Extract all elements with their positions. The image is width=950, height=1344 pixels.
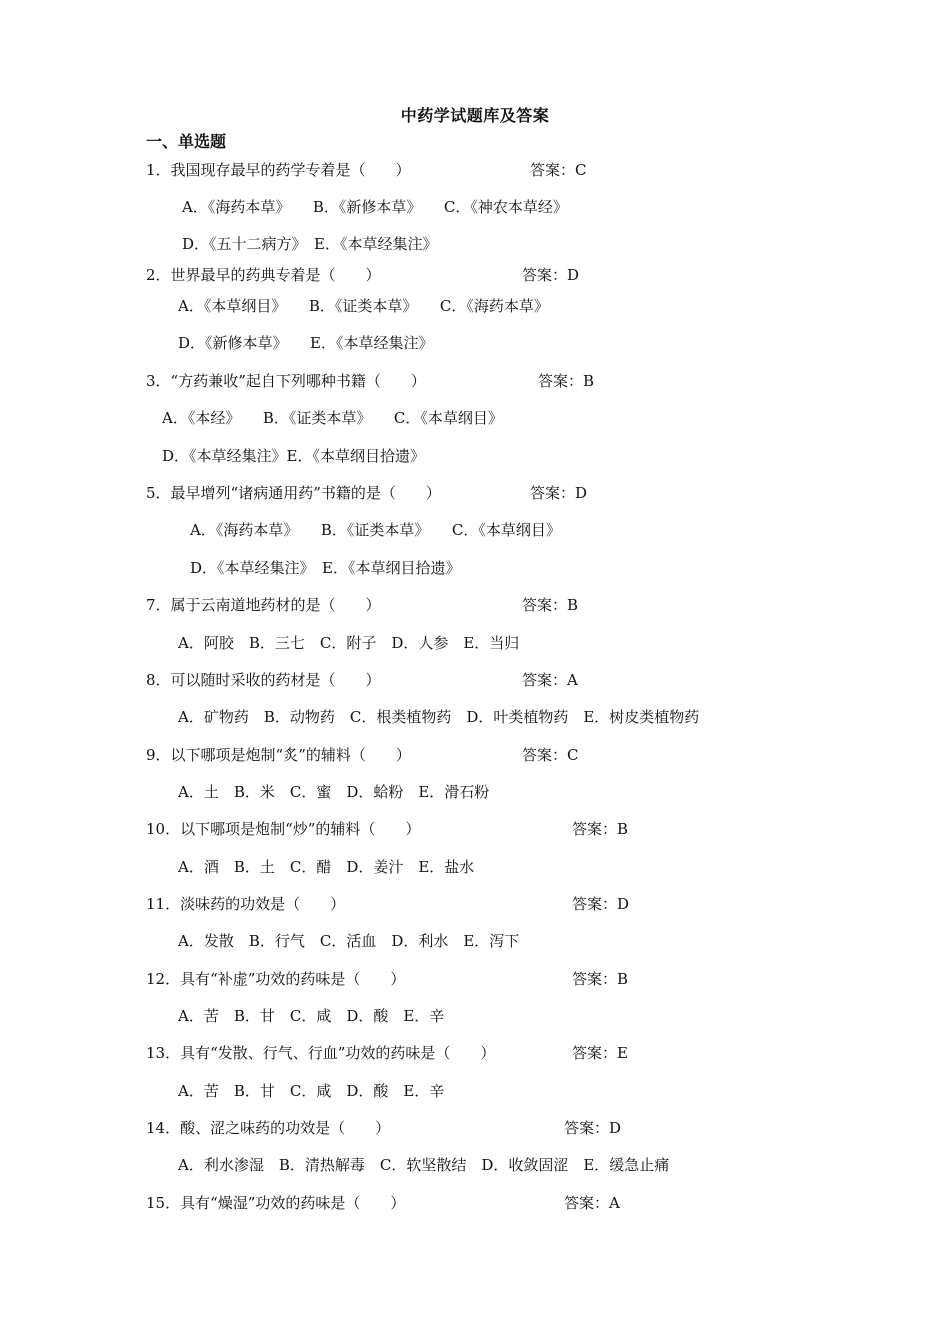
- option-line: A．阿胶 B．三七 C．附子 D．人参 E．当归: [178, 634, 520, 652]
- question-text: 15．具有“燥湿”功效的药味是（ ）: [146, 1194, 406, 1212]
- answer-text: 答案：E: [572, 1044, 628, 1062]
- answer-text: 答案：D: [564, 1119, 622, 1137]
- answer-text: 答案：D: [522, 266, 580, 284]
- answer-text: 答案：D: [530, 484, 588, 502]
- option-line: A．苦 B．甘 C．咸 D．酸 E．辛: [178, 1007, 445, 1025]
- option-line: D．《五十二病方》 E．《本草经集注》: [182, 235, 438, 253]
- question-text: 3．“方药兼收”起自下列哪种书籍（ ）: [146, 372, 426, 390]
- document-title: 中药学试题库及答案: [400, 106, 550, 125]
- question-text: 7．属于云南道地药材的是（ ）: [146, 596, 381, 614]
- option-line: A．《本经》 B．《证类本草》 C．《本草纲目》: [162, 409, 503, 427]
- answer-text: 答案：A: [522, 671, 578, 689]
- question-text: 14．酸、涩之味药的功效是（ ）: [146, 1119, 391, 1137]
- option-line: A．利水渗湿 B．清热解毒 C．软坚散结 D．收敛固涩 E．缓急止痛: [178, 1156, 670, 1174]
- answer-text: 答案：C: [522, 746, 579, 764]
- question-text: 5．最早增列“诸病通用药”书籍的是（ ）: [146, 484, 441, 502]
- question-text: 10．以下哪项是炮制“炒”的辅料（ ）: [146, 820, 421, 838]
- option-line: A．《本草纲目》 B．《证类本草》 C．《海药本草》: [178, 297, 549, 315]
- option-line: A．土 B．米 C．蜜 D．蛤粉 E．滑石粉: [178, 783, 490, 801]
- question-text: 2．世界最早的药典专着是（ ）: [146, 266, 381, 284]
- option-line: D．《本草经集注》E．《本草纲目拾遗》: [162, 447, 425, 465]
- option-line: A．发散 B．行气 C．活血 D．利水 E．泻下: [178, 932, 520, 950]
- option-line: A．矿物药 B．动物药 C．根类植物药 D．叶类植物药 E．树皮类植物药: [178, 708, 700, 726]
- option-line: A．《海药本草》 B．《证类本草》 C．《本草纲目》: [190, 521, 561, 539]
- section-heading: 一、单选题: [146, 132, 227, 151]
- question-text: 13．具有“发散、行气、行血”功效的药味是（ ）: [146, 1044, 496, 1062]
- answer-text: 答案：A: [564, 1194, 620, 1212]
- option-line: A．苦 B．甘 C．咸 D．酸 E．辛: [178, 1082, 445, 1100]
- question-text: 11．淡味药的功效是（ ）: [146, 895, 346, 913]
- question-text: 1．我国现存最早的药学专着是（ ）: [146, 161, 411, 179]
- answer-text: 答案：C: [530, 161, 587, 179]
- answer-text: 答案：B: [572, 970, 629, 988]
- option-line: D．《新修本草》 E．《本草经集注》: [178, 334, 434, 352]
- question-text: 8．可以随时采收的药材是（ ）: [146, 671, 381, 689]
- option-line: D．《本草经集注》 E．《本草纲目拾遗》: [190, 559, 461, 577]
- question-text: 12．具有“补虚”功效的药味是（ ）: [146, 970, 406, 988]
- option-line: A．《海药本草》 B．《新修本草》 C．《神农本草经》: [182, 198, 568, 216]
- answer-text: 答案：B: [538, 372, 595, 390]
- option-line: A．酒 B．土 C．醋 D．姜汁 E．盐水: [178, 858, 475, 876]
- answer-text: 答案：D: [572, 895, 630, 913]
- answer-text: 答案：B: [522, 596, 579, 614]
- question-text: 9．以下哪项是炮制“炙”的辅料（ ）: [146, 746, 411, 764]
- answer-text: 答案：B: [572, 820, 629, 838]
